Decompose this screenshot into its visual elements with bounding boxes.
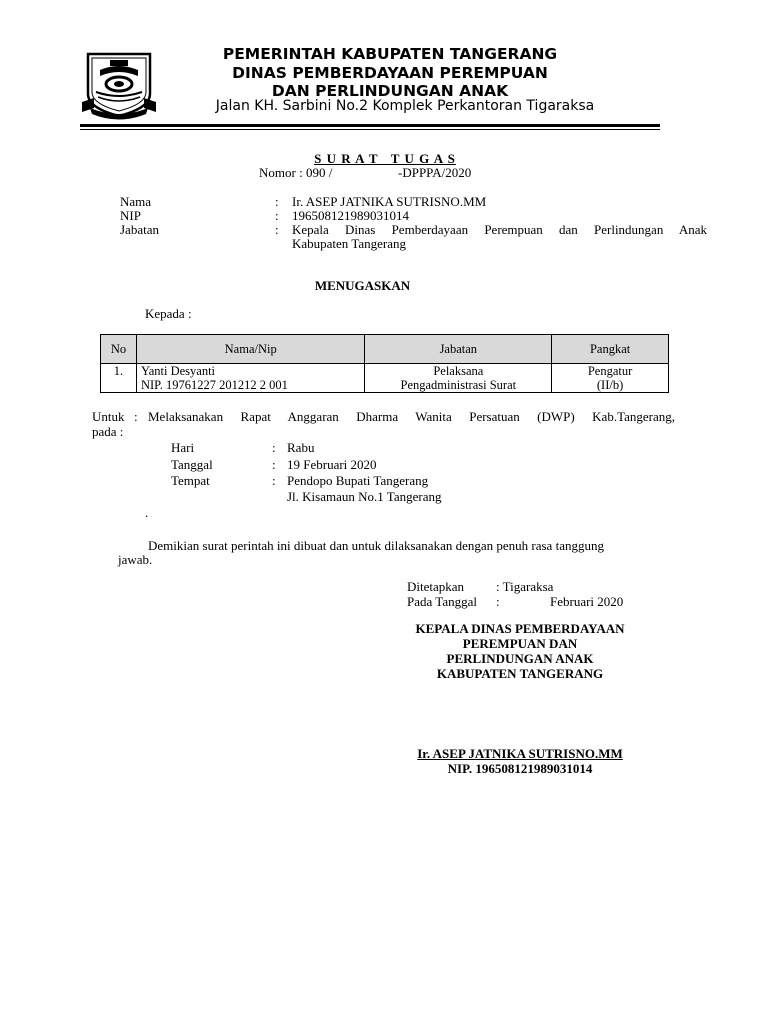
row-jabatan-line1: Pelaksana [433, 364, 484, 378]
signatory-nip: NIP. 196508121989031014 [447, 761, 593, 776]
tanggal-label: Tanggal [171, 457, 213, 472]
header-nama-nip: Nama/Nip [136, 335, 365, 364]
table-header-row [101, 335, 669, 364]
row-jabatan-line2: Pengadministrasi Surat [400, 378, 517, 392]
tanggal-colon: : [272, 457, 276, 472]
signatory-name: Ir. ASEP JATNIKA SUTRISNO.MM [417, 746, 623, 761]
tempat-value-line1: Pendopo Bupati Tangerang [287, 473, 429, 488]
untuk-colon: : [134, 409, 138, 424]
untuk-text-line1: Melaksanakan Rapat Anggaran Dharma Wanita Persatuan (DWP) Kab.Tangerang, [148, 409, 675, 424]
kepada-label: Kepada : [145, 306, 192, 321]
row-name: Yanti Desyanti [140, 364, 216, 378]
tempat-label: Tempat [171, 473, 210, 488]
pada-tanggal-label: Pada Tanggal [407, 594, 477, 609]
signature-title-line2: PEREMPUAN DAN [462, 636, 578, 651]
letterhead-line1: PEMERINTAH KABUPATEN TANGERANG [222, 45, 558, 63]
hari-colon: : [272, 440, 276, 455]
hari-label: Hari [171, 440, 195, 455]
ditetapkan-value: : Tigaraksa [496, 579, 554, 594]
row-pangkat-line1: Pengatur [587, 364, 633, 378]
row-pangkat [552, 364, 669, 393]
letterhead-line2: DINAS PEMBERDAYAAN PEREMPUAN [232, 64, 548, 82]
ditetapkan-label: Ditetapkan [407, 579, 465, 594]
issuer-jabatan-label: Jabatan [120, 222, 159, 237]
tempat-colon: : [272, 473, 276, 488]
issuer-name-colon: : [275, 194, 279, 209]
letter-title: S U R A T T U G A S [314, 151, 456, 166]
issuer-name-value: Ir. ASEP JATNIKA SUTRISNO.MM [292, 194, 487, 209]
issuer-jabatan-line2: Kabupaten Tangerang [292, 236, 406, 251]
closing-line2: jawab. [118, 552, 153, 567]
signature-title-line1: KEPALA DINAS PEMBERDAYAAN [415, 621, 625, 636]
letter-number-label: Nomor : 090 / [259, 165, 333, 180]
letter-number-suffix: -DPPPA/2020 [398, 165, 472, 180]
signature-title-line4: KABUPATEN TANGERANG [436, 666, 604, 681]
issuer-jabatan-colon: : [275, 222, 279, 237]
untuk-label: Untuk [92, 409, 125, 424]
closing-line1: Demikian surat perintah ini dibuat dan untuk dilaksanakan dengan penuh rasa tanggung [148, 538, 604, 553]
issuer-nip-colon: : [275, 208, 279, 223]
row-nama-nip [136, 364, 365, 393]
signature-title-line3: PERLINDUNGAN ANAK [446, 651, 594, 666]
stray-dot: . [145, 505, 149, 520]
header-no: No [101, 335, 137, 364]
header-pangkat: Pangkat [552, 335, 669, 364]
table-row [101, 364, 669, 393]
pada-tanggal-value: Februari 2020 [550, 594, 624, 609]
letterhead-rule-thin [80, 129, 660, 130]
tanggal-value: 19 Februari 2020 [287, 457, 377, 472]
header-jabatan: Jabatan [365, 335, 552, 364]
untuk-text-line2: pada : [92, 424, 124, 439]
letterhead-rule-thick [80, 124, 660, 127]
pada-tanggal-colon: : [496, 594, 500, 609]
tempat-value-line2: Jl. Kisamaun No.1 Tangerang [287, 489, 442, 504]
row-pangkat-line2: (II/b) [596, 378, 624, 392]
row-nip: NIP. 19761227 201212 2 001 [140, 378, 288, 392]
letterhead-address: Jalan KH. Sarbini No.2 Komplek Perkantoran Tigaraksa [215, 98, 595, 114]
issuer-nip-label: NIP [120, 208, 141, 223]
letterhead-line3: DAN PERLINDUNGAN ANAK [271, 82, 509, 100]
issuer-name-label: Nama [120, 194, 152, 209]
issuer-jabatan-line1: Kepala Dinas Pemberdayaan Perempuan dan Perlindungan Anak [292, 222, 707, 237]
row-no: 1. [101, 364, 137, 393]
regency-emblem-icon [80, 50, 158, 120]
assignee-table [100, 334, 669, 393]
hari-value: Rabu [287, 440, 315, 455]
menugaskan-heading: MENUGASKAN [314, 278, 411, 293]
row-jabatan [365, 364, 552, 393]
issuer-nip-value: 196508121989031014 [292, 208, 409, 223]
